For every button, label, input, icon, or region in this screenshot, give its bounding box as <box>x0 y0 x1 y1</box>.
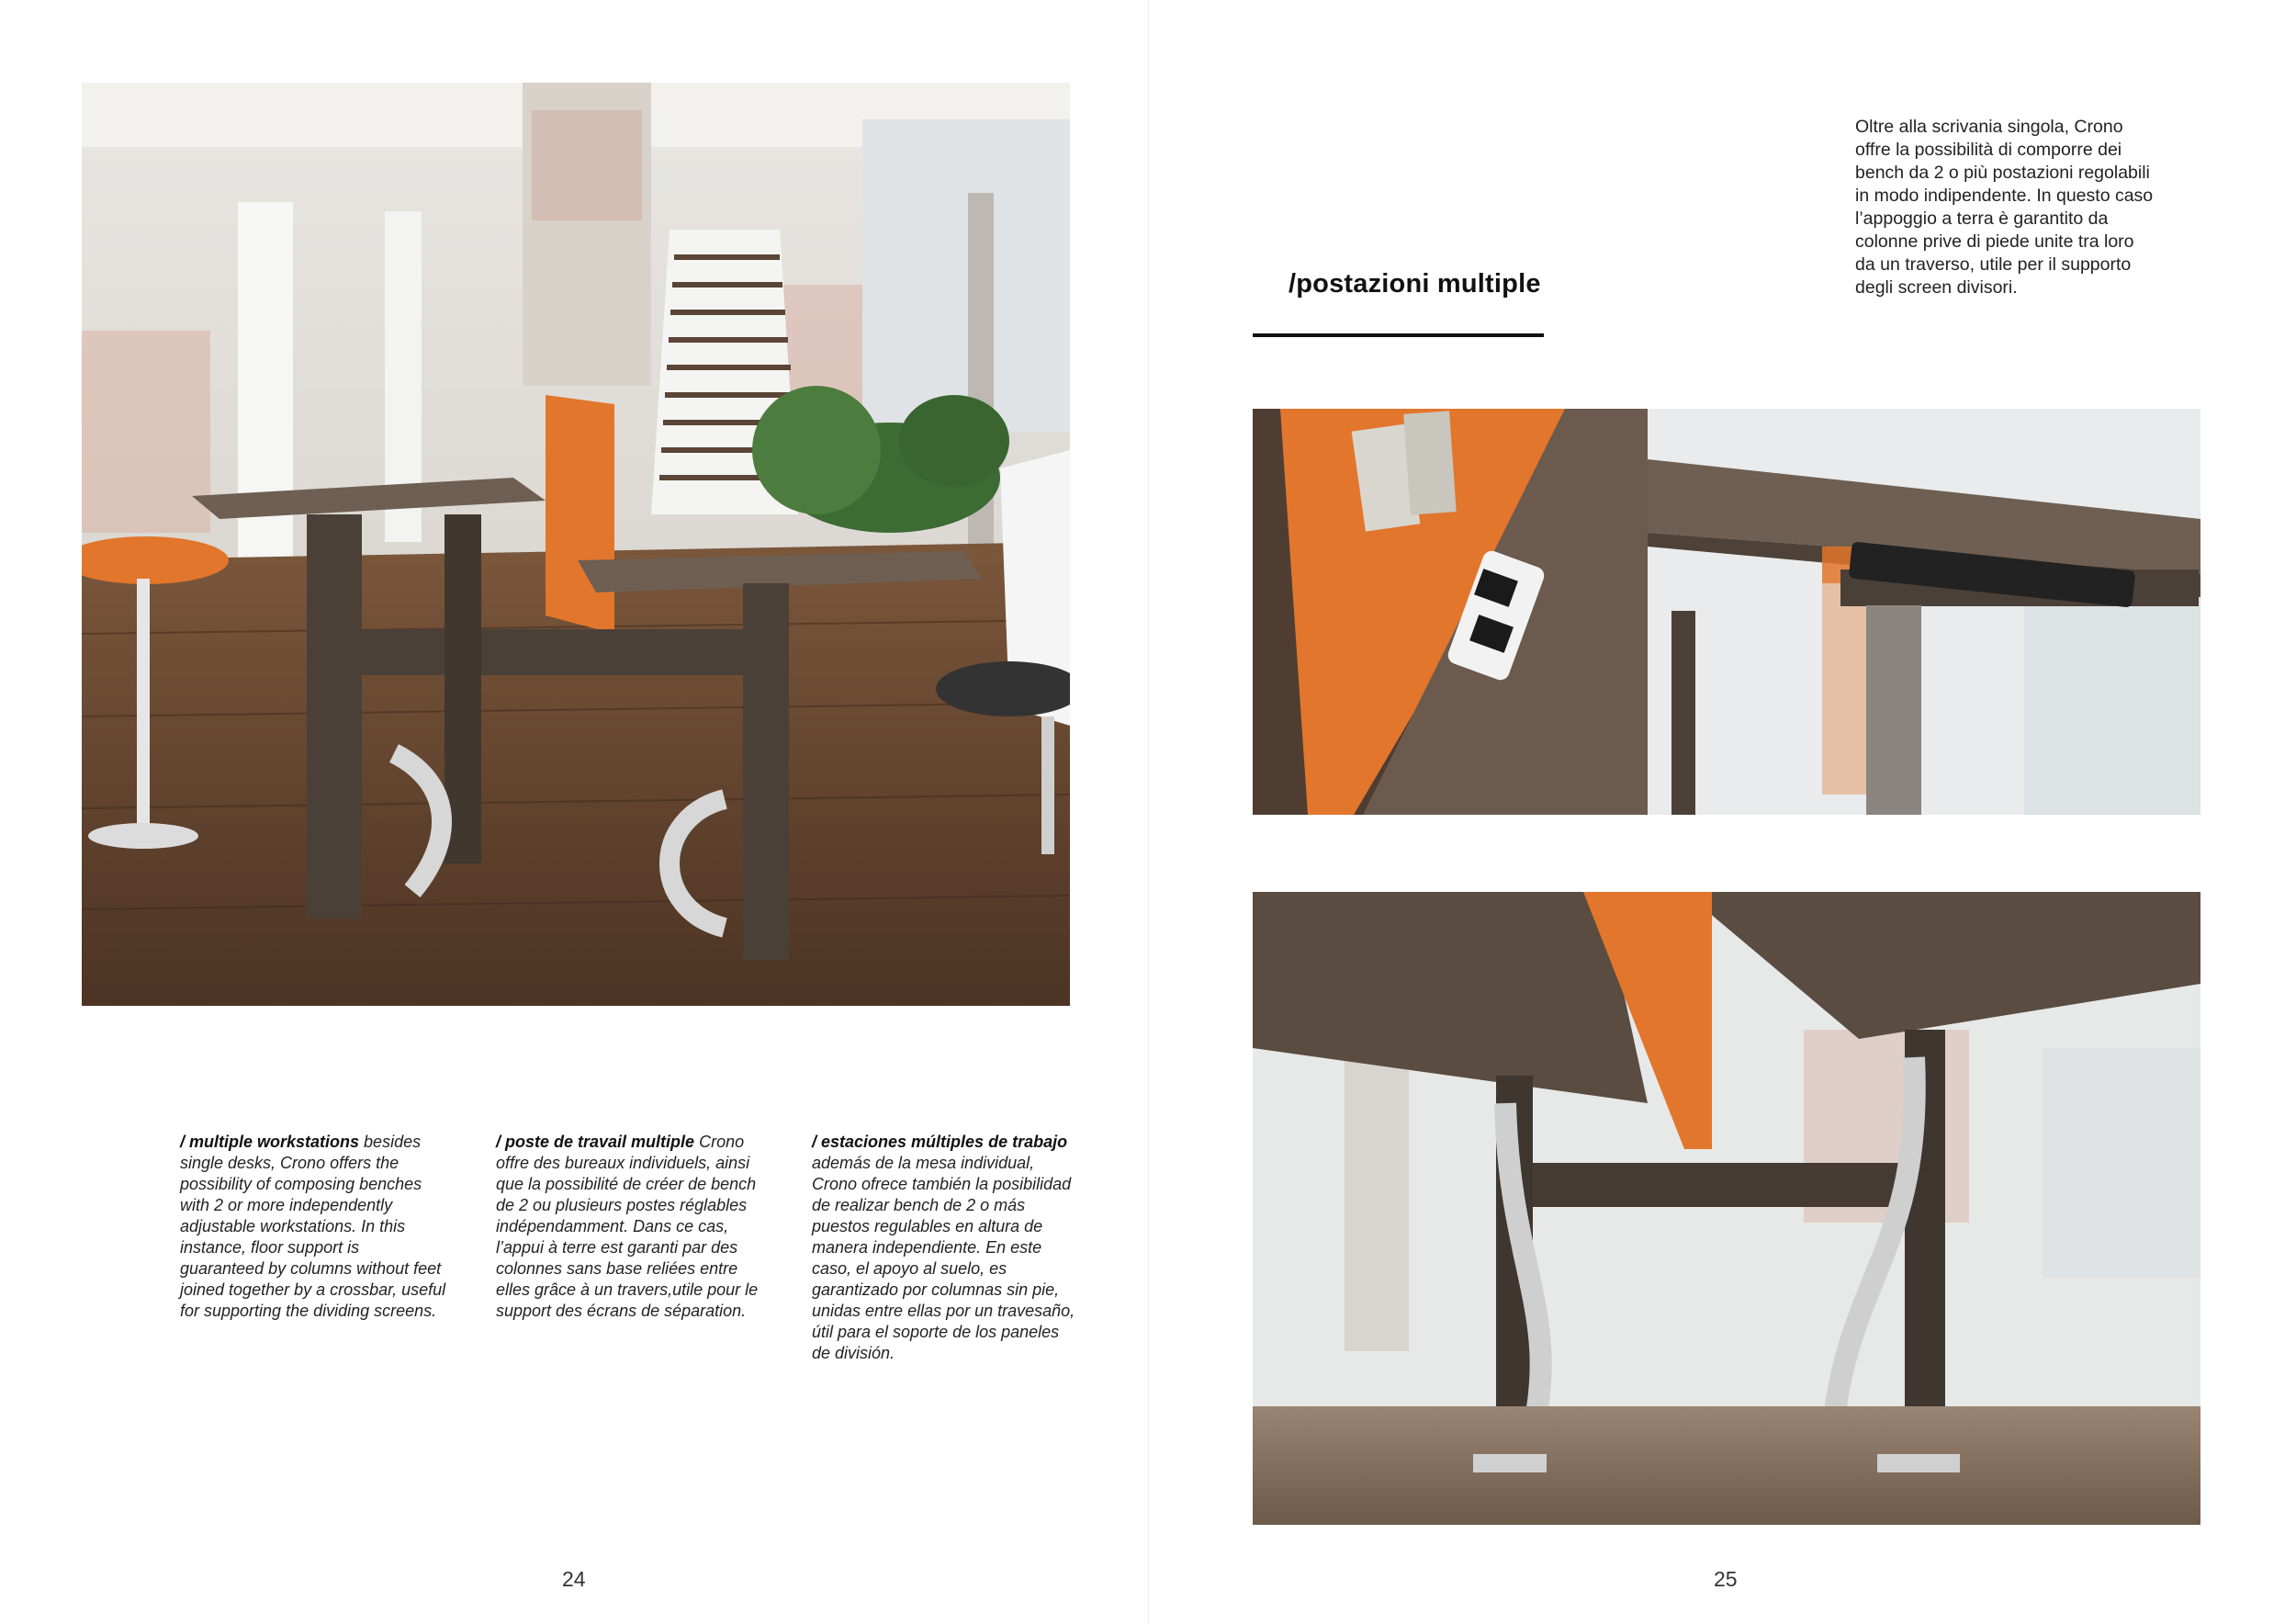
desk-underside-photo <box>1253 892 2200 1525</box>
page-number-left: 24 <box>562 1567 586 1591</box>
text-column-french <box>496 1132 762 1322</box>
desk-detail-photo <box>1253 409 2200 815</box>
column-heading: / multiple workstations <box>180 1133 360 1151</box>
text-column-english <box>180 1132 446 1322</box>
office-bench-photo <box>82 83 1070 1006</box>
column-heading: / poste de travail multiple <box>496 1133 695 1151</box>
text-column-spanish <box>812 1132 1078 1364</box>
section-title: /postazioni multiple <box>1289 269 1541 299</box>
column-heading: / estaciones múltiples de trabajo <box>812 1133 1068 1151</box>
column-body: además de la mesa individual, Crono ofrece también la posibilidad de realizar bench de 2 o más puestos regulables en altura de manera independiente. En este caso, el apoyo al suelo, es garantizado por columnas sin pie, unidas entre ellas por un travesaño, útil para el soporte de los paneles de división. <box>812 1154 1075 1362</box>
column-body: besides single desks, Crono offers the possibility of composing benches with 2 or more independently adjustable workstations. In this instance, floor support is guaranteed by columns without feet joined together by a crossbar, useful for supporting the dividing screens. <box>180 1133 446 1320</box>
section-title-rule <box>1253 333 1544 337</box>
intro-paragraph: Oltre alla scrivania singola, Crono offre la possibilità di comporre dei bench da 2 o più postazioni regolabili in modo indipendente. In questo caso l’appoggio a terra è garantito da colonne prive di piede unite tra loro da un traverso, utile per il supporto degli screen divisori. <box>1855 117 2154 298</box>
page-fold <box>1148 0 1149 1624</box>
page-number-right: 25 <box>1714 1567 1738 1591</box>
column-body: Crono offre des bureaux individuels, ainsi que la possibilité de créer de bench de 2 ou plusieurs postes réglables indépendamment. Dans ce cas, l’appui à terre est garanti par des colonnes sans base reliées entre elles grâce à un travers,utile pour le support des écrans de séparation. <box>496 1133 759 1320</box>
